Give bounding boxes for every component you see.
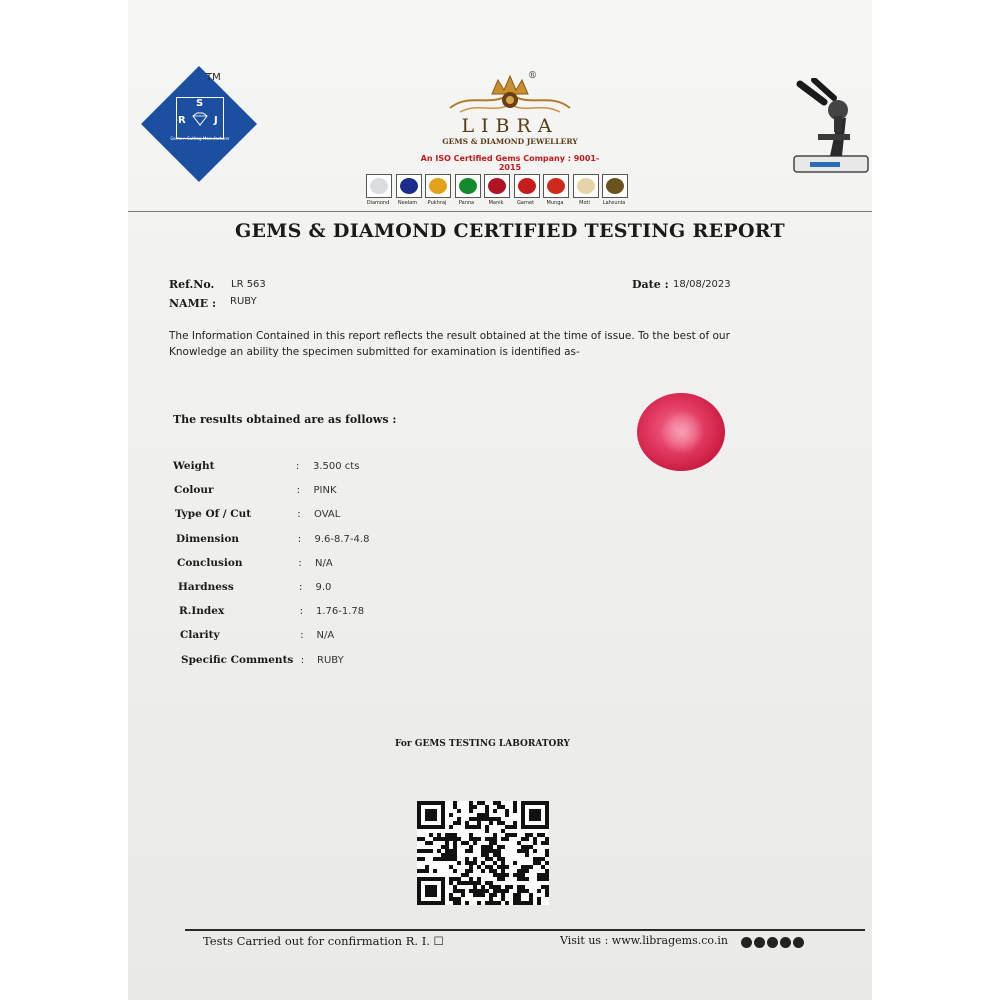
result-label: Conclusion [177,556,243,569]
gem-swatch-munga [543,174,569,198]
name-value: RUBY [230,296,257,307]
ref-value: LR 563 [231,279,266,290]
gem-swatch-moti [573,174,599,198]
tests-note: Tests Carried out for confirmation R. I. ☐ [203,934,444,948]
results-heading: The results obtained are as follows : [173,413,397,426]
qr-code [417,801,549,905]
result-label: Hardness [178,581,234,593]
srj-logo-tagline: Gems n Cutting Manufacturer [170,136,230,141]
intro-paragraph: The Information Contained in this report reflects the result obtained at the time of issue. To the best of our Knowledge an ability the specimen submitted for examination is identified as- [169,330,730,358]
name-label: NAME : [169,297,217,310]
gem-stone-icon [370,178,388,194]
date-label: Date : [632,278,669,291]
result-label: R.Index [179,605,225,618]
ruby-highlight [660,410,704,454]
youtube-icon[interactable] [780,937,791,948]
result-colon: : [296,461,300,472]
date-value: 18/08/2023 [673,279,731,290]
result-colon: : [300,654,305,666]
diamond-icon [191,112,209,126]
libra-crown-logo [440,72,580,116]
result-value: OVAL [314,509,341,521]
result-label: Dimension [176,532,240,545]
gem-label: Neelam [397,200,418,206]
gem-swatch-panna [455,174,481,198]
libra-subtitle: GEMS & DIAMOND JEWELLERY [442,137,578,146]
website-link[interactable]: Visit us : www.libragems.co.in [560,934,728,947]
gem-label: Garnet [516,200,535,206]
microscope-icon [790,78,870,176]
srj-logo-letter-r: R [178,115,186,126]
gem-stone-icon [577,178,595,194]
gem-stone-icon [400,178,418,194]
result-value: RUBY [317,654,344,666]
result-label: Specific Comments [181,653,294,666]
result-colon: : [299,606,303,618]
srj-logo-letter-j: J [214,115,218,126]
gem-label: Manik [488,200,504,206]
footer-divider [185,929,865,931]
result-value: PINK [313,485,337,497]
result-colon: : [299,582,303,593]
iso-certification: An ISO Certified Gems Company : 9001-2015 [420,154,600,172]
trademark-mark: TM [206,72,221,83]
gem-label: Panna [458,200,475,206]
header-divider [128,211,872,212]
gem-label: Munga [546,200,564,206]
instagram-icon[interactable] [767,937,778,948]
gem-swatch-diamond [366,174,392,198]
gem-label: Pukhraj [427,200,447,206]
result-value: N/A [316,630,335,642]
result-label: Clarity [180,629,220,642]
gem-swatch-lahsunia [602,174,628,198]
result-colon: : [296,485,300,497]
report-title: GEMS & DIAMOND CERTIFIED TESTING REPORT [234,220,785,242]
gem-stone-icon [429,178,447,194]
gem-stone-icon [488,178,506,194]
result-label: Weight [173,460,215,472]
result-value: 1.76-1.78 [316,606,365,618]
result-label: Colour [174,484,214,497]
pinterest-icon[interactable] [793,937,804,948]
result-value: 9.0 [315,582,332,593]
result-label: Type Of / Cut [175,508,252,521]
facebook-icon[interactable] [741,937,752,948]
gem-label: Lahsunia [602,200,626,206]
registered-mark: ® [528,71,537,81]
gem-stone-icon [459,178,477,194]
result-value: N/A [315,557,333,569]
gem-swatch-pukhraj [425,174,451,198]
result-value: 9.6-8.7-4.8 [314,533,370,545]
lab-signature: For GEMS TESTING LABORATORY [395,739,570,749]
gem-label: Diamond [366,200,390,206]
srj-logo-letter-s: S [196,98,204,109]
gem-stone-icon [518,178,536,194]
result-colon: : [300,630,304,642]
gem-swatch-garnet [514,174,540,198]
whatsapp-icon[interactable] [754,937,765,948]
libra-wordmark: LIBRA [461,115,559,137]
result-value: 3.500 cts [313,461,360,472]
gem-swatch-manik [484,174,510,198]
gem-swatch-neelam [396,174,422,198]
ref-label: Ref.No. [169,278,215,291]
gem-stone-icon [547,178,565,194]
result-colon: : [297,509,301,521]
result-colon: : [297,533,302,545]
gem-stone-icon [606,178,624,194]
result-colon: : [298,557,302,569]
gem-label: Moti [579,200,590,206]
